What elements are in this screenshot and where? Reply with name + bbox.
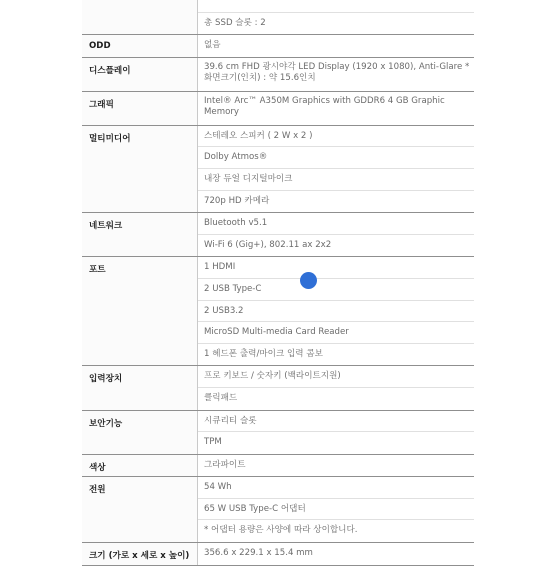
spec-values	[197, 477, 474, 542]
spec-values	[197, 257, 474, 365]
spec-value: 그라파이트	[204, 459, 246, 470]
spec-label: 전원	[82, 477, 197, 542]
spec-row	[82, 58, 474, 92]
spec-label: 디스플레이	[82, 58, 197, 91]
spec-value: 39.6 cm FHD 광시야각 LED Display (1920 x 1080), Anti-Glare *화면크기(인치) : 약 15.6인치	[204, 61, 470, 84]
spec-row	[82, 35, 474, 58]
spec-value: Dolby Atmos®	[198, 147, 474, 169]
spec-value	[198, 0, 474, 13]
spec-label: 포트	[82, 257, 197, 365]
spec-value: TPM	[204, 437, 222, 448]
spec-value: 스테레오 스피커 ( 2 W x 2 )	[198, 126, 474, 148]
spec-value: 1 헤드폰 출력/마이크 입력 콤보	[204, 348, 323, 359]
spec-value: 클릭패드	[204, 392, 238, 403]
spec-value: 시큐리티 슬롯	[198, 411, 474, 433]
spec-label: ODD	[82, 35, 197, 57]
spec-values	[197, 411, 474, 454]
spec-label: 크기 (가로 x 세로 x 높이)	[82, 543, 197, 565]
spec-value: * 어댑터 용량은 사양에 따라 상이합니다.	[204, 525, 358, 536]
spec-values	[197, 455, 474, 477]
spec-label: 보안기능	[82, 411, 197, 454]
spec-row	[82, 257, 474, 366]
spec-label: 색상	[82, 455, 197, 477]
spec-label: 입력장치	[82, 366, 197, 409]
touch-cursor-indicator	[300, 272, 317, 289]
spec-values	[197, 58, 474, 91]
spec-label: 그래픽	[82, 92, 197, 125]
spec-values	[197, 213, 474, 256]
spec-row	[82, 455, 474, 478]
spec-row	[82, 543, 474, 566]
spec-table	[82, 0, 474, 566]
spec-value: 2 USB Type-C	[198, 279, 474, 301]
spec-row	[82, 126, 474, 213]
spec-value: 720p HD 카메라	[204, 195, 270, 206]
spec-value: 2 USB3.2	[198, 301, 474, 323]
spec-values	[197, 126, 474, 212]
spec-label	[82, 0, 197, 34]
spec-row	[82, 411, 474, 455]
spec-value: 프로 키보드 / 숫자키 (백라이트지원)	[198, 366, 474, 388]
spec-value: 총 SSD 슬롯 : 2	[204, 17, 266, 28]
spec-row	[82, 0, 474, 35]
spec-value: 1 HDMI	[198, 257, 474, 279]
spec-row	[82, 92, 474, 126]
spec-row	[82, 477, 474, 543]
spec-value: Wi-Fi 6 (Gig+), 802.11 ax 2x2	[204, 239, 332, 250]
spec-value: Bluetooth v5.1	[198, 213, 474, 235]
spec-values	[197, 543, 474, 565]
spec-label: 네트워크	[82, 213, 197, 256]
spec-row	[82, 213, 474, 257]
spec-value: 54 Wh	[198, 477, 474, 499]
spec-values	[197, 92, 474, 125]
spec-label: 멀티미디어	[82, 126, 197, 212]
spec-values	[197, 0, 474, 34]
spec-value: 내장 듀얼 디지털마이크	[198, 169, 474, 191]
spec-values	[197, 366, 474, 409]
spec-value: 없음	[204, 40, 221, 51]
spec-value: 356.6 x 229.1 x 15.4 mm	[204, 548, 313, 559]
spec-value: MicroSD Multi-media Card Reader	[198, 322, 474, 344]
spec-row	[82, 366, 474, 410]
spec-value: 65 W USB Type-C 어댑터	[198, 499, 474, 521]
spec-values	[197, 35, 474, 57]
spec-value: Intel® Arc™ A350M Graphics with GDDR6 4 GB Graphic Memory	[204, 95, 445, 118]
